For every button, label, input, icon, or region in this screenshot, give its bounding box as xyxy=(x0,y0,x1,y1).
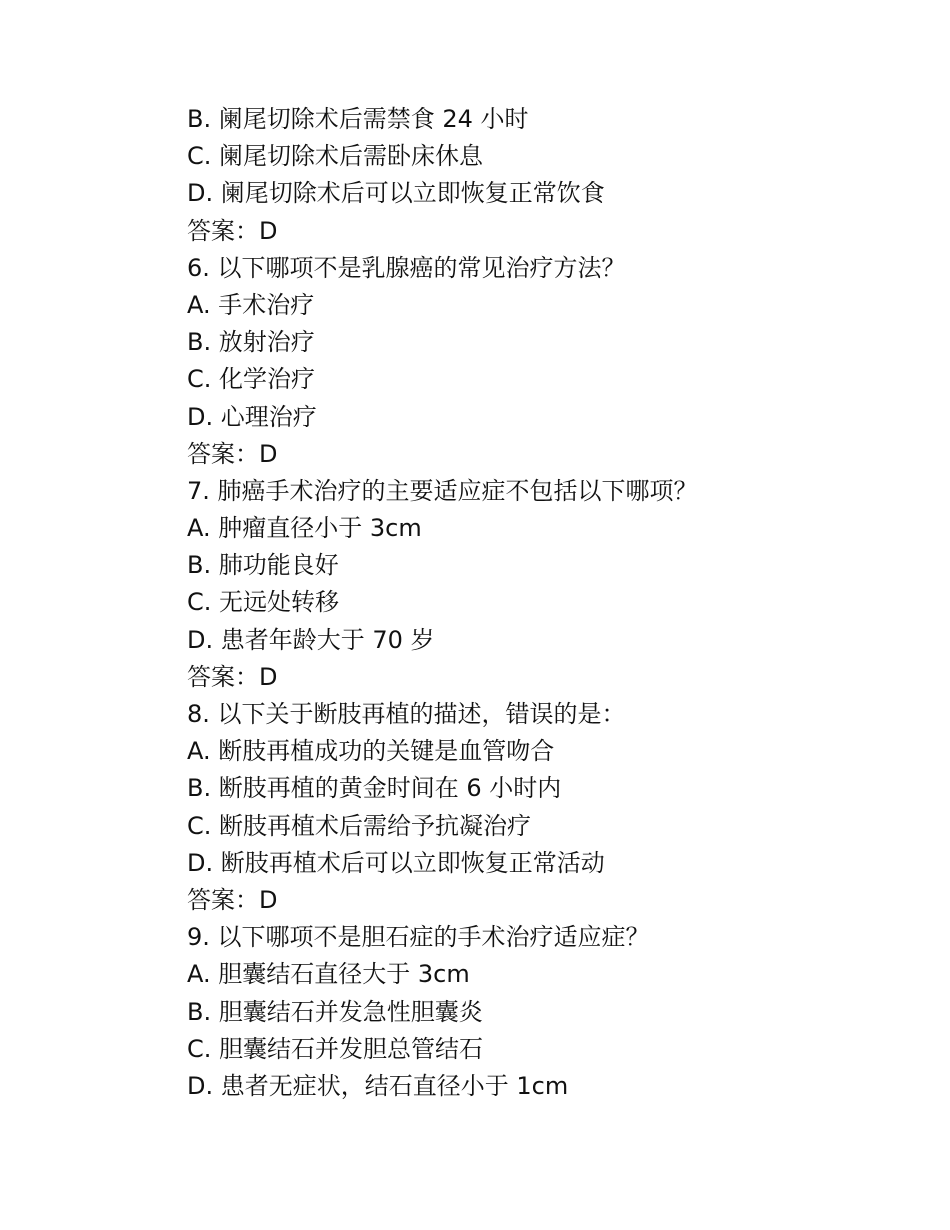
option-d-q7: D. 患者年龄大于 70 岁 xyxy=(187,625,435,654)
answer-q7: 答案：D xyxy=(187,662,278,691)
document-page xyxy=(187,101,907,1105)
option-d-q6: D. 心理治疗 xyxy=(187,402,317,431)
question-6: 6. 以下哪项不是乳腺癌的常见治疗方法？ xyxy=(187,253,626,282)
question-8: 8. 以下关于断肢再植的描述，错误的是： xyxy=(187,700,626,728)
answer-q5: 答案：D xyxy=(187,216,278,245)
option-b-q9: B. 胆囊结石并发急性胆囊炎 xyxy=(187,997,483,1026)
option-b-q5: B. 阑尾切除术后需禁食 24 小时 xyxy=(187,105,529,133)
question-9: 9. 以下哪项不是胆石症的手术治疗适应症？ xyxy=(187,923,650,952)
option-a-q8: A. 断肢再植成功的关键是血管吻合 xyxy=(187,737,555,766)
option-c-q7: C. 无远处转移 xyxy=(187,588,340,617)
option-a-q7: A. 肿瘤直径小于 3cm xyxy=(187,514,422,543)
question-7: 7. 肺癌手术治疗的主要适应症不包括以下哪项？ xyxy=(187,476,698,505)
option-a-q9: A. 胆囊结石直径大于 3cm xyxy=(187,960,470,989)
option-d-q8: D. 断肢再植术后可以立即恢复正常活动 xyxy=(187,848,605,877)
option-d-q5: D. 阑尾切除术后可以立即恢复正常饮食 xyxy=(187,179,605,208)
option-d-q9: D. 患者无症状，结石直径小于 1cm xyxy=(187,1071,569,1100)
option-b-q8: B. 断肢再植的黄金时间在 6 小时内 xyxy=(187,774,562,803)
answer-q8: 答案：D xyxy=(187,885,278,914)
option-c-q6: C. 化学治疗 xyxy=(187,365,316,394)
option-b-q7: B. 肺功能良好 xyxy=(187,551,339,580)
option-c-q8: C. 断肢再植术后需给予抗凝治疗 xyxy=(187,811,532,840)
option-a-q6: A. 手术治疗 xyxy=(187,290,315,319)
option-c-q5: C. 阑尾切除术后需卧床休息 xyxy=(187,142,484,171)
option-b-q6: B. 放射治疗 xyxy=(187,328,315,357)
option-c-q9: C. 胆囊结石并发胆总管结石 xyxy=(187,1034,484,1063)
answer-q6: 答案：D xyxy=(187,439,278,468)
